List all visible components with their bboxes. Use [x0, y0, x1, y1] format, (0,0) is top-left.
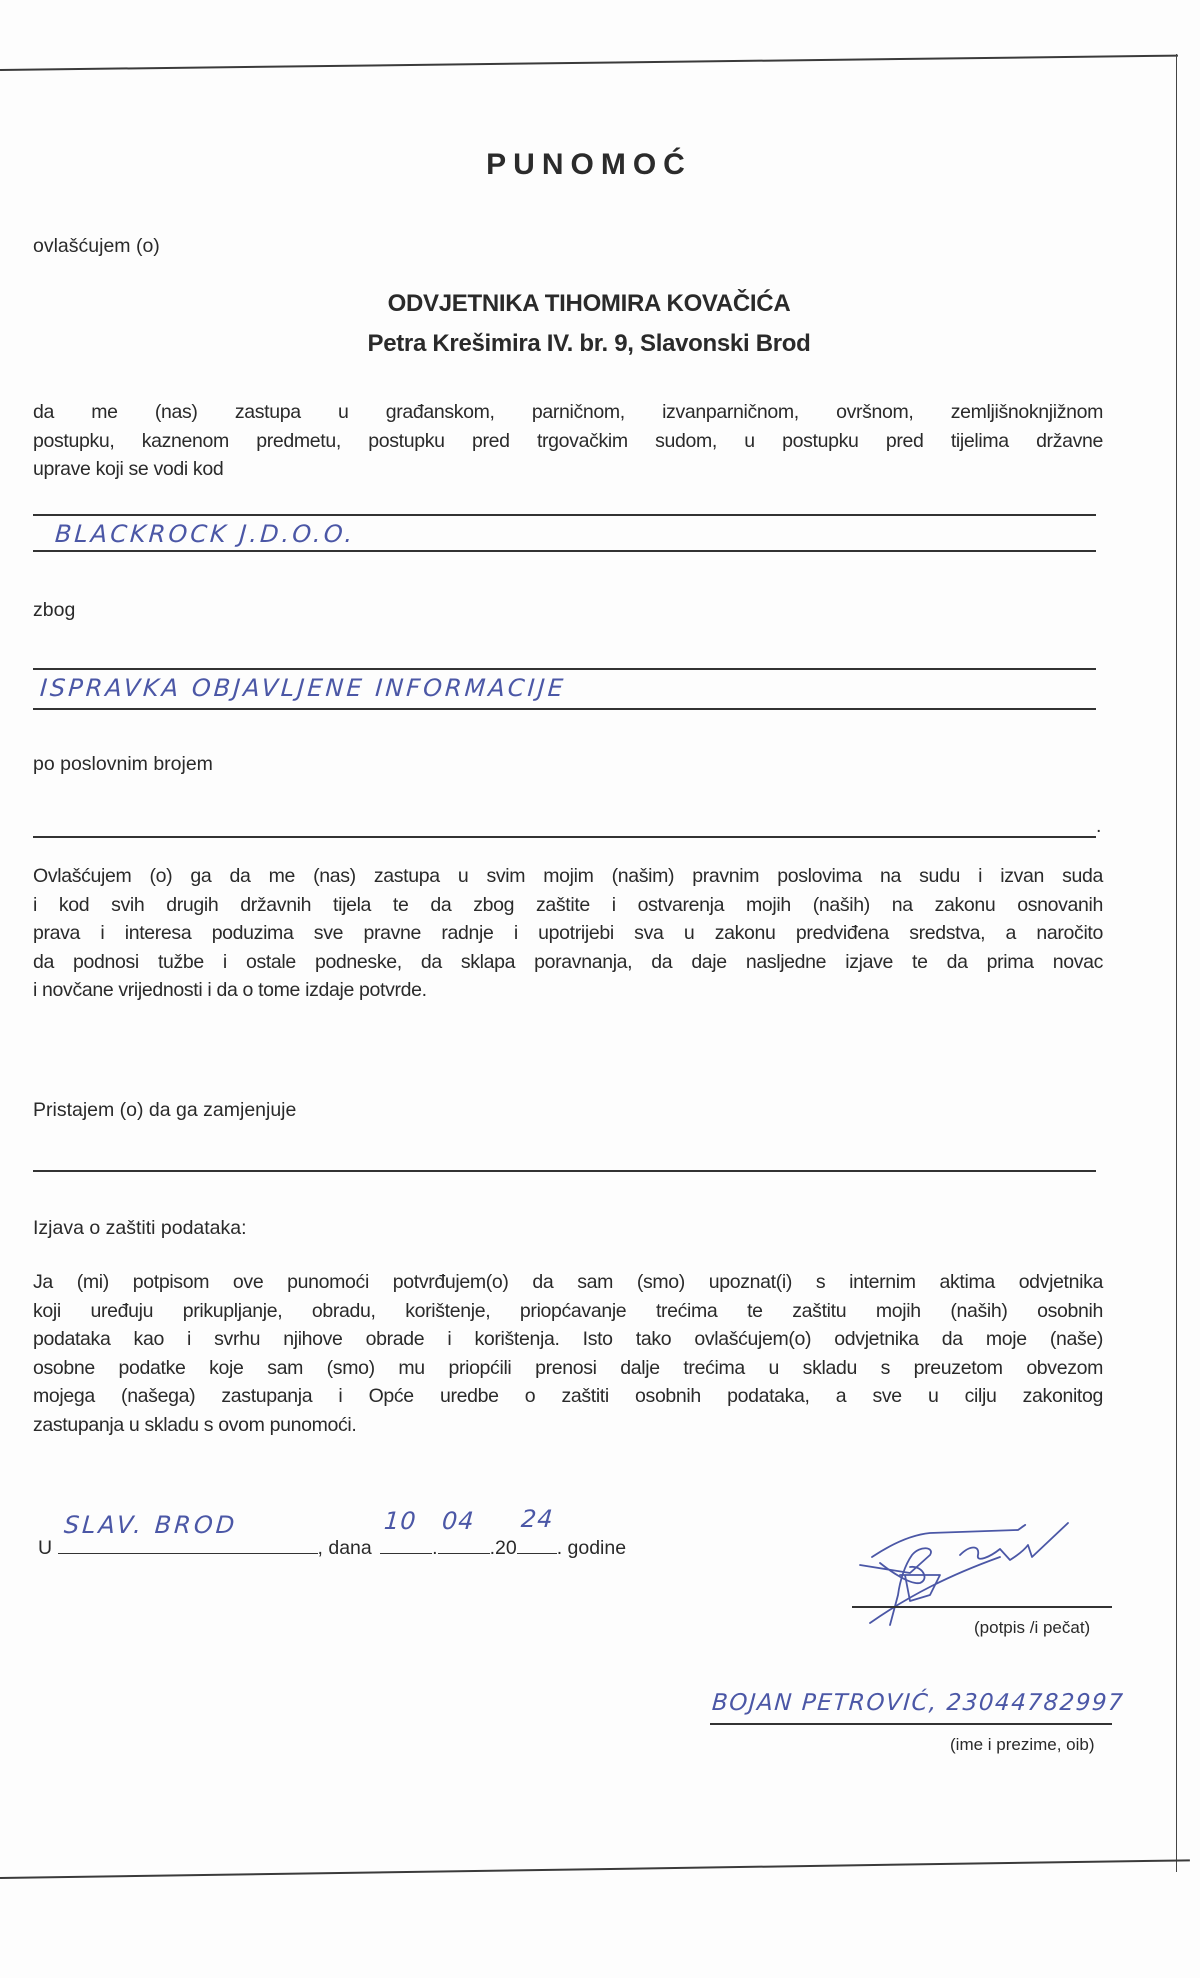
- authority-line: i kod svih drugih državnih tijela te da zbog zaštite i ostvarenja mojih (naših) na zakonu osnovanih: [33, 893, 1103, 916]
- place-field-value: SLAV. BROD: [62, 1511, 238, 1539]
- privacy-paragraph: [33, 1268, 1103, 1439]
- privacy-line: Ja (mi) potpisom ove punomoći potvrđujem(o) da sam (smo) upoznat(i) s internim aktima odvjetnika: [33, 1271, 1103, 1293]
- date-prefix: , dana: [317, 1537, 372, 1559]
- scope-line: postupku, kaznenom predmetu, postupku pred trgovačkim sudom, u postupku pred tijelima državne: [33, 429, 1103, 452]
- scope-paragraph: [33, 398, 1103, 484]
- court-field-value[interactable]: BLACKROCK J.D.O.O.: [54, 520, 357, 548]
- case-number-line: [33, 836, 1096, 838]
- privacy-heading: Izjava o zaštiti podataka:: [33, 1217, 247, 1239]
- place-prefix: U: [38, 1537, 53, 1559]
- page-frame-bottom-border: [0, 1859, 1190, 1879]
- year-prefix: .20: [489, 1537, 517, 1559]
- reason-field-top-line: [33, 668, 1096, 670]
- day-field[interactable]: [380, 1507, 432, 1554]
- month-field-value: 04: [440, 1507, 476, 1535]
- court-field-top-line: [33, 514, 1096, 516]
- reason-field-value[interactable]: ISPRAVKA OBJAVLJENE INFORMACIJE: [39, 674, 567, 702]
- signature-caption: (potpis /i pečat): [974, 1618, 1091, 1637]
- attorney-name: ODVJETNIKA TIHOMIRA KOVAČIĆA: [387, 290, 791, 317]
- page-frame-top-border: [0, 55, 1178, 71]
- place-date-line: [38, 1505, 627, 1562]
- reason-field-bottom-line: [33, 708, 1096, 710]
- privacy-line: osobne podatke koje sam (smo) mu priopćili prenosi dalje trećima u skladu s preuzetom obvezom: [33, 1356, 1103, 1379]
- date-dot: .: [432, 1537, 438, 1559]
- privacy-line: zastupanja u skladu s ovom punomoći.: [33, 1413, 357, 1436]
- authority-paragraph: [33, 862, 1103, 1005]
- privacy-line: koji uređuju prikupljanje, obradu, korištenje, priopćavanje trećima te zaštitu mojih (naših) osobnih: [33, 1299, 1103, 1322]
- attorney-address: Petra Krešimira IV. br. 9, Slavonski Brod: [367, 330, 811, 357]
- place-field[interactable]: [58, 1511, 318, 1554]
- court-field-bottom-line: [33, 550, 1096, 552]
- privacy-line: mojega (našega) zastupanja i Opće uredbe o zaštiti osobnih podataka, a sve u cilju zakonitog: [33, 1385, 1103, 1407]
- scope-line: da me (nas) zastupa u građanskom, parničnom, izvanparničnom, ovršnom, zemljišnoknjižnom: [33, 401, 1103, 423]
- date-suffix: . godine: [556, 1537, 627, 1559]
- year-field-value: 24: [519, 1505, 555, 1533]
- substitute-line: [33, 1170, 1096, 1172]
- signer-name-oib-value[interactable]: BOJAN PETROVIĆ, 23044782997: [711, 1690, 1126, 1716]
- signer-caption: (ime i prezime, oib): [950, 1735, 1095, 1754]
- privacy-line: podataka kao i svrhu njihove obrade i korištenja. Isto tako ovlašćujem(o) odvjetnika da moje (naše): [33, 1328, 1103, 1350]
- authority-line: Ovlašćujem (o) ga da me (nas) zastupa u svim mojim (našim) pravnim poslovima na sudu i izvan suda: [33, 865, 1103, 887]
- case-number-label: po poslovnim brojem: [33, 753, 213, 775]
- authority-line: prava i interesa poduzima sve pravne radnje i upotrijebi sva u zakonu predviđena sredstva, a naročito: [33, 922, 1103, 944]
- page-frame-right-border: [1176, 54, 1177, 1872]
- day-field-value: 10: [383, 1507, 418, 1535]
- reason-label: zbog: [33, 599, 76, 621]
- scope-line: uprave koji se vodi kod: [33, 458, 224, 480]
- authority-line: da podnosi tužbe i ostale podneske, da sklapa poravnanja, da daje nasljedne izjave te da prima novac: [33, 950, 1103, 973]
- document-title: PUNOMOĆ: [486, 148, 692, 181]
- case-number-suffix: .: [1096, 815, 1102, 837]
- month-field[interactable]: [438, 1507, 490, 1554]
- authority-line: i novčane vrijednosti i da o tome izdaje potvrde.: [33, 979, 427, 1001]
- year-field[interactable]: [517, 1505, 557, 1554]
- signature-scribble: [850, 1505, 1100, 1635]
- substitute-label: Pristajem (o) da ga zamjenjuje: [33, 1099, 297, 1121]
- signature-line: [852, 1606, 1112, 1608]
- signer-line: [710, 1723, 1112, 1725]
- grant-intro: ovlašćujem (o): [33, 235, 160, 257]
